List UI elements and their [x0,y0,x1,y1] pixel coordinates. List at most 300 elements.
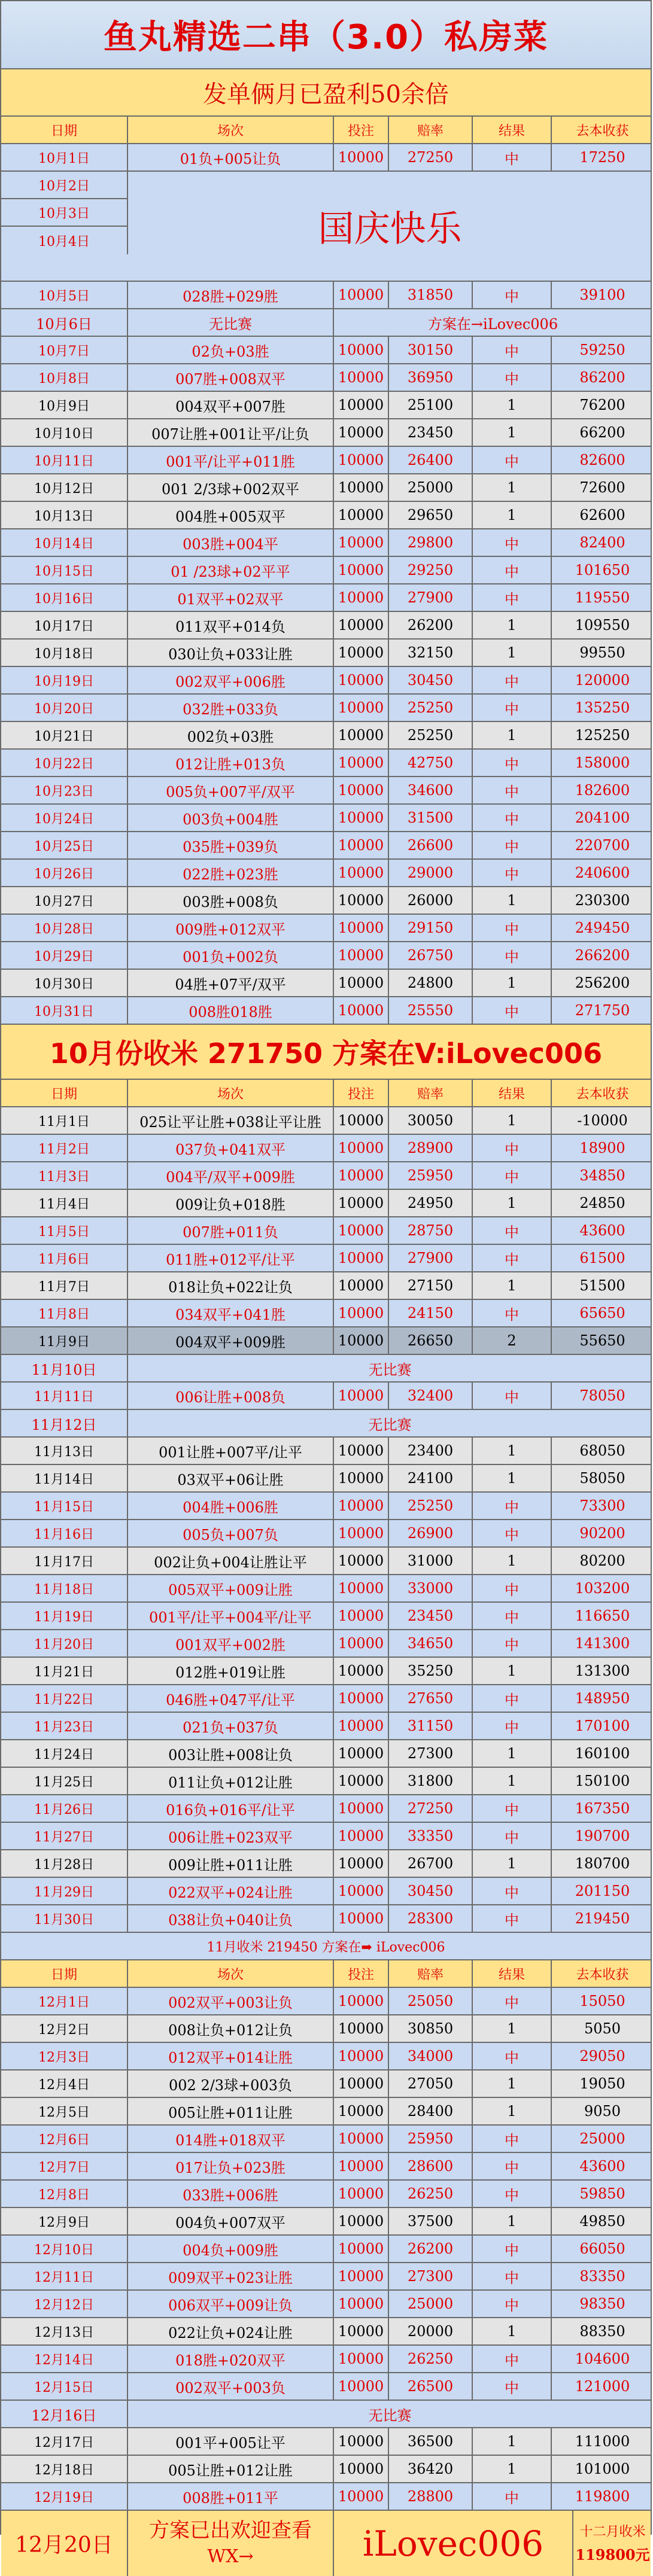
odds-cell: 29250 [389,557,473,583]
result-cell: 1 [473,1272,552,1299]
match-cell: 008胜018胜 [128,997,334,1024]
result-cell: 1 [473,502,552,528]
date-cell: 11月29日 [1,1878,128,1904]
odds-cell: 24150 [389,1300,473,1326]
table-row [1,1162,651,1190]
match-cell: 009胜+012双平 [128,915,334,941]
bet-cell: 10000 [334,144,389,170]
match-cell: 007胜+008双平 [128,364,334,391]
bet-cell: 10000 [334,337,389,363]
match-cell: 005负+007平/双平 [128,777,334,803]
odds-cell: 36500 [389,2428,473,2455]
result-cell: 中 [473,2483,552,2510]
odds-cell: 29650 [389,502,473,528]
profit-cell: 72600 [579,479,625,496]
match-cell: 022胜+023胜 [128,860,334,886]
bet-cell: 10000 [334,860,389,886]
profit-cell: 256200 [575,975,630,991]
match-cell: 004负+007双平 [128,2208,334,2234]
profit-cell: 249450 [575,919,630,936]
november-rows-a [1,1107,651,1355]
december-summary-value: 119800元 [575,2545,650,2563]
profit-cell: 24850 [579,1195,625,1211]
date-cell: 11月18日 [1,1575,128,1601]
table-row [1,1905,651,1933]
bet-cell: 10000 [334,1162,389,1189]
bet-cell: 10000 [334,1740,389,1767]
table-row [1,1658,651,1685]
odds-cell: 31000 [389,1548,473,1574]
date-cell: 12月1日 [1,1988,128,2014]
profit-cell: 104600 [575,2350,630,2367]
table-row [1,2070,651,2098]
match-cell: 034双平+041胜 [128,1300,334,1326]
match-cell: 011双平+014负 [128,612,334,638]
bet-cell: 10000 [334,364,389,391]
odds-cell: 26000 [389,887,473,914]
match-cell: 028胜+029胜 [128,282,334,308]
result-cell: 中 [473,2291,552,2317]
date-cell: 10月22日 [1,750,128,776]
result-cell: 1 [473,1768,552,1794]
match-cell: 030让负+033让胜 [128,640,334,666]
table-row [1,1107,651,1135]
result-cell: 1 [473,2070,552,2097]
holiday-date: 10月2日 [1,172,128,199]
odds-cell: 23450 [389,419,473,446]
bet-cell: 10000 [334,2098,389,2124]
bet-cell: 10000 [334,1135,389,1161]
result-cell: 中 [473,144,552,170]
date-cell: 11月21日 [1,1658,128,1684]
result-cell: 1 [473,392,552,418]
table-row [1,2428,651,2456]
profit-cell: 150100 [575,1773,630,1789]
match-cell: 001双平+002胜 [128,1630,334,1657]
profit-cell: 61500 [579,1250,625,1266]
table-row [1,2015,651,2043]
bet-cell: 10000 [334,1327,389,1354]
table-row [1,529,651,557]
result-cell: 1 [473,1438,552,1464]
match-cell: 001平/让平+004平/让平 [128,1603,334,1629]
table-header-october [1,117,651,144]
odds-cell: 29150 [389,915,473,941]
october-rows-a [1,144,651,172]
profit-cell: 62600 [579,507,625,523]
odds-cell: 33350 [389,1823,473,1849]
result-cell: 中 [473,2043,552,2069]
profit-cell: 59850 [579,2185,625,2202]
bet-cell: 10000 [334,1658,389,1684]
header-result: 结果 [473,1080,552,1106]
date-cell: 11月4日 [1,1190,128,1216]
bet-cell: 10000 [334,2015,389,2042]
odds-cell: 27150 [389,1272,473,1299]
table-row [1,392,651,419]
date-cell: 10月7日 [1,337,128,363]
date-cell: 10月25日 [1,832,128,858]
date-cell: 11月22日 [1,1685,128,1712]
bet-cell: 10000 [334,1245,389,1271]
table-row [1,502,651,529]
profit-cell: 158000 [575,754,630,771]
profit-cell: 170100 [575,1718,630,1734]
date-cell: 12月12日 [1,2291,128,2317]
table-row [1,144,651,172]
table-row [1,474,651,502]
table-row [1,1548,651,1575]
date-cell: 11月30日 [1,1905,128,1932]
match-cell: 004胜+006胜 [128,1493,334,1519]
match-cell: 007让胜+001让平/让负 [128,419,334,446]
date-cell: 12月13日 [1,2318,128,2344]
date-cell: 11月20日 [1,1630,128,1657]
table-row [1,750,651,777]
date-cell: 12月10日 [1,2236,128,2262]
bet-cell: 10000 [334,282,389,308]
header-date: 日期 [1,1960,128,1987]
date-cell: 12月5日 [1,2098,128,2124]
result-cell: 1 [473,2456,552,2482]
odds-cell: 23450 [389,1603,473,1629]
table-row [1,860,651,887]
october-rows-b [1,282,651,309]
october-rows-c [1,337,651,1025]
odds-cell: 25000 [389,2291,473,2317]
result-cell: 中 [473,1162,552,1189]
result-cell: 中 [473,915,552,941]
date-cell: 11月23日 [1,1713,128,1739]
odds-cell: 26900 [389,1520,473,1546]
odds-cell: 26250 [389,2346,473,2372]
date-cell: 12月15日 [1,2373,128,2400]
date-cell: 10月24日 [1,805,128,831]
profit-cell: 160100 [575,1745,630,1762]
table-row [1,1327,651,1355]
match-cell: 022让负+024让胜 [128,2318,334,2344]
odds-cell: 23400 [389,1438,473,1464]
odds-cell: 26600 [389,832,473,858]
result-cell: 1 [473,1740,552,1767]
match-cell: 005双平+009让胜 [128,1575,334,1601]
match-cell: 002双平+003负 [128,2373,334,2400]
bet-cell: 10000 [334,1520,389,1546]
header-profit: 去本收获 [576,123,629,139]
result-cell: 中 [473,750,552,776]
table-row [1,667,651,695]
no-match-row [1,309,651,337]
odds-cell: 42750 [389,750,473,776]
bet-cell: 10000 [334,970,389,996]
profit-cell: 58050 [579,1470,625,1487]
profit-cell: 148950 [575,1690,630,1707]
profit-cell: 82600 [579,452,625,468]
result-cell: 中 [473,777,552,803]
match-cell: 004负+009胜 [128,2236,334,2262]
match-cell: 032胜+033负 [128,695,334,721]
result-cell: 中 [473,584,552,611]
match-cell: 001负+002负 [128,942,334,969]
result-cell: 中 [473,1493,552,1519]
bet-cell: 10000 [334,1217,389,1244]
page-title [1,1,651,69]
page-title-text: 鱼丸精选二串（3.0）私房菜 [103,18,549,57]
table-row [1,722,651,750]
bet-cell: 10000 [334,2070,389,2097]
profit-cell: -10000 [577,1112,628,1129]
profit-cell: 55650 [579,1332,625,1349]
bet-cell: 10000 [334,1713,389,1739]
table-row [1,282,651,309]
profit-cell: 201150 [575,1883,630,1899]
match-cell: 01双平+02双平 [128,584,334,611]
header-result: 结果 [473,117,552,143]
no-match-text: 无比赛 [368,1416,412,1433]
match-cell: 005让胜+011让胜 [128,2098,334,2124]
bet-cell: 10000 [334,1850,389,1877]
bet-cell: 10000 [334,1878,389,1904]
bet-cell: 10000 [334,2428,389,2455]
bet-cell: 10000 [334,2483,389,2510]
date-cell: 10月17日 [1,612,128,638]
match-cell: 005负+007负 [128,1520,334,1546]
result-cell: 中 [473,2126,552,2152]
table-row [1,1135,651,1162]
odds-cell: 25950 [389,2126,473,2152]
date-cell: 11月25日 [1,1768,128,1794]
bet-cell: 10000 [334,612,389,638]
odds-cell: 31850 [389,282,473,308]
holiday-date: 10月4日 [1,227,128,254]
date-cell: 11月24日 [1,1740,128,1767]
match-cell: 018胜+020双平 [128,2346,334,2372]
bet-cell: 10000 [334,392,389,418]
result-cell: 中 [473,805,552,831]
match-cell: 012让胜+013负 [128,750,334,776]
bet-cell: 10000 [334,640,389,666]
table-row [1,1217,651,1245]
table-row [1,337,651,364]
profit-cell: 15050 [579,1993,625,2009]
profit-cell: 111000 [575,2433,630,2450]
result-cell: 中 [473,282,552,308]
table-row [1,2126,651,2153]
footer-line2: WX→ [207,2545,254,2567]
date-cell: 10月19日 [1,667,128,693]
table-row [1,419,651,447]
result-cell: 中 [473,695,552,721]
date-cell: 11月28日 [1,1850,128,1877]
result-cell: 中 [473,1135,552,1161]
result-cell: 中 [473,1713,552,1739]
profit-cell: 271750 [575,1002,630,1019]
odds-cell: 25000 [389,474,473,501]
profit-cell: 121000 [575,2378,630,2395]
result-cell: 中 [473,1988,552,2014]
result-cell: 1 [473,1107,552,1134]
result-cell: 中 [473,1823,552,1849]
result-cell: 1 [473,612,552,638]
table-row [1,1795,651,1823]
bet-cell: 10000 [334,832,389,858]
table-row [1,2291,651,2318]
table-row [1,1630,651,1658]
table-row [1,942,651,970]
bet-cell: 10000 [334,777,389,803]
result-cell: 1 [473,419,552,446]
match-cell: 001 2/3球+002双平 [128,474,334,501]
profit-cell: 167350 [575,1800,630,1817]
match-cell: 01负+005让负 [128,144,334,170]
profit-cell: 82400 [579,534,625,551]
profit-cell: 66050 [579,2240,625,2257]
result-cell: 1 [473,2208,552,2234]
odds-cell: 25250 [389,1493,473,1519]
bet-cell: 10000 [334,1300,389,1326]
bet-cell: 10000 [334,805,389,831]
profit-cell: 182600 [575,782,630,799]
odds-cell: 32150 [389,640,473,666]
odds-cell: 25250 [389,695,473,721]
header-match: 场次 [128,117,334,143]
date-cell: 11月14日 [1,1465,128,1491]
profit-cell: 116650 [575,1607,630,1624]
result-cell: 中 [473,2263,552,2289]
result-cell: 1 [473,1850,552,1877]
match-cell: 002双平+003让负 [128,1988,334,2014]
odds-cell: 36950 [389,364,473,391]
match-cell: 009双平+023让胜 [128,2263,334,2289]
result-cell: 中 [473,2373,552,2400]
bet-cell: 10000 [334,915,389,941]
odds-cell: 30450 [389,1878,473,1904]
match-cell: 009让胜+011让胜 [128,1850,334,1877]
header-bet: 投注 [334,1960,389,1987]
bet-cell: 10000 [334,942,389,969]
bet-cell: 10000 [334,2181,389,2207]
date-cell: 10月29日 [1,942,128,969]
table-row [1,1300,651,1327]
odds-cell: 36420 [389,2456,473,2482]
bet-cell: 10000 [334,1603,389,1629]
match-cell: 002负+03胜 [128,722,334,748]
table-row [1,970,651,997]
date-cell: 10月30日 [1,970,128,996]
date-cell: 11月8日 [1,1300,128,1326]
profit-cell: 120000 [575,672,630,689]
match-cell: 014胜+018双平 [128,2126,334,2152]
profit-cell: 266200 [575,947,630,964]
odds-cell: 34000 [389,2043,473,2069]
bet-cell: 10000 [334,2456,389,2482]
result-cell: 中 [473,667,552,693]
table-row [1,1685,651,1713]
bet-cell: 10000 [334,2263,389,2289]
header-odds: 赔率 [389,1080,473,1106]
profit-cell: 17250 [579,149,625,166]
bet-cell: 10000 [334,695,389,721]
bet-cell: 10000 [334,474,389,501]
result-cell: 1 [473,640,552,666]
profit-cell: 204100 [575,809,630,826]
match-cell: 001平+005让平 [128,2428,334,2455]
header-match: 场次 [128,1960,334,1987]
profit-cell: 51500 [579,1277,625,1294]
date-cell: 11月13日 [1,1438,128,1464]
result-cell: 1 [473,722,552,748]
table-row [1,2208,651,2236]
december-rows-b [1,2428,651,2511]
odds-cell: 29000 [389,860,473,886]
date-cell: 11月27日 [1,1823,128,1849]
match-cell: 002 2/3球+003负 [128,2070,334,2097]
date-cell: 10月10日 [1,419,128,446]
odds-cell: 27300 [389,2263,473,2289]
no-match-text: 无比赛 [128,309,334,336]
profit-cell: 49850 [579,2213,625,2230]
bet-cell: 10000 [334,2236,389,2262]
bet-cell: 10000 [334,1107,389,1134]
profit-cell: 88350 [579,2323,625,2340]
odds-cell: 32400 [389,1383,473,1409]
date-cell: 11月15日 [1,1493,128,1519]
odds-cell: 33000 [389,1575,473,1601]
profit-cell: 59250 [579,342,625,358]
profit-cell: 78050 [579,1387,625,1404]
result-cell: 中 [473,2346,552,2372]
date-cell: 12月8日 [1,2181,128,2207]
date-cell: 12月6日 [1,2126,128,2152]
profit-cell: 119550 [575,589,630,606]
match-cell: 003胜+008负 [128,887,334,914]
match-cell: 003胜+004平 [128,529,334,556]
result-cell: 中 [473,1520,552,1546]
bet-cell: 10000 [334,1548,389,1574]
bet-cell: 10000 [334,2043,389,2069]
odds-cell: 26400 [389,447,473,473]
date-cell: 12月19日 [1,2483,128,2510]
match-cell: 006让胜+023双平 [128,1823,334,1849]
result-cell: 1 [473,474,552,501]
table-row [1,1520,651,1548]
november-rows-c [1,1438,651,1933]
odds-cell: 24950 [389,1190,473,1216]
profit-cell: 39100 [579,287,625,303]
result-cell: 中 [473,1905,552,1932]
bet-cell: 10000 [334,447,389,473]
profit-cell: 66200 [579,424,625,441]
match-cell: 011让负+012让胜 [128,1768,334,1794]
match-cell: 003让胜+008让负 [128,1740,334,1767]
date-cell: 12月7日 [1,2153,128,2179]
date-cell: 12月3日 [1,2043,128,2069]
result-cell: 1 [473,2015,552,2042]
match-cell: 021负+037负 [128,1713,334,1739]
profit-cell: 190700 [575,1828,630,1844]
odds-cell: 27300 [389,1740,473,1767]
table-row [1,2098,651,2126]
profit-cell: 5050 [584,2020,621,2037]
profit-cell: 68050 [579,1442,625,1459]
table-row [1,1850,651,1878]
no-match-text: 无比赛 [368,2407,412,2424]
match-cell: 005让胜+012让胜 [128,2456,334,2482]
match-cell: 002让负+004让胜让平 [128,1548,334,1574]
odds-cell: 30450 [389,667,473,693]
odds-cell: 26700 [389,1850,473,1877]
match-cell: 022双平+024让胜 [128,1878,334,1904]
